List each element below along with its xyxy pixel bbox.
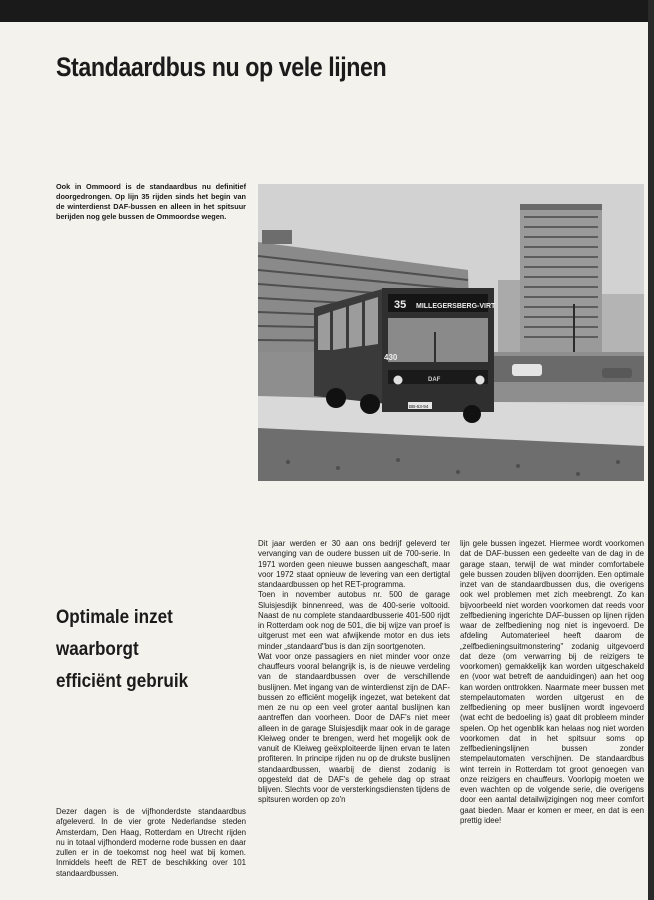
paragraph: Dit jaar werden er 30 aan ons bedrijf geleverd ter vervanging van de oudere bussen uit de 700-serie. In 1971 worden geen nieuwe bussen aangeschaft, maar voor 1972 staat opnieuw de levering van een dertigtal standaardbussen op het RET-programma. bbox=[258, 539, 450, 589]
bus bbox=[314, 288, 496, 423]
subheading-line: waarborgt bbox=[56, 639, 139, 660]
bus-grille-text: DAF bbox=[428, 377, 441, 383]
bus-license-plate: BB-63-94 bbox=[409, 404, 429, 409]
bus-photo bbox=[258, 184, 644, 481]
article-title: Standaardbus nu op vele lijnen bbox=[56, 52, 387, 82]
paragraph: Wat voor onze passagiers en niet minder voor onze chauffeurs vooral belangrijk is, is de nieuwe verdeling van de standaardbussen over de verschillende buslijnen. Met ingang van de winterdienst zijn de DAF-bussen zo efficiënt mogelijk ingezet, wat betekent dat men ze nu op een veel groter aantal buslijnen kan aantreffen dan voorheen. Door de DAF's niet meer alleen in de garage Sluisjesdijk maar ook in de garage Kleiweg onder te brengen, werd het mogelijk ook de vanuit de Kleiweg geëxploiteerde lijnen ervan te laten profiteren. In principe rijden nu op de drukste buslijnen standaardbussen, waarbij de dienst zodanig is opgesteld dat de DAF's de gehele dag op straat blijven. Slechts voor de versterkingsdiensten tijdens de spitsuren worden op zo'n bbox=[258, 651, 450, 805]
bus-destination-sign: MILLEGERSBERG-VIRT bbox=[416, 303, 496, 310]
text-column-right bbox=[460, 539, 644, 826]
subheading-line: Optimale inzet bbox=[56, 607, 173, 628]
bus-fleet-number: 430 bbox=[384, 353, 398, 362]
text-column-left bbox=[56, 807, 246, 879]
photo-caption: Ook in Ommoord is de standaardbus nu definitief doorgedrongen. Op lijn 35 rijden sinds het begin van de winterdienst DAF-bussen en alleen in het spitsuur berijden nog gele bussen de Ommoordse wegen. bbox=[56, 182, 246, 221]
article-subheading bbox=[56, 602, 188, 698]
paragraph: lijn gele bussen ingezet. Hiermee wordt voorkomen dat de DAF-bussen een gedeelte van de dag in de garage staan, terwijl de wat minder comfortabele gele bussen zouden blijven doorrijden. Een optimale inzet van de standaardbussen dus, die overigens ook wel problemen met zich meebrengt. Zo kan bijvoorbeeld niet worden voorkomen dat reeds voor zelfbediening ingerichte DAF-bussen op lijnen rijden waar de zelfbediening nog niet is ingevoerd. De afdeling Automaterieel heeft daarom de „zelfbedieningsuitmonstering" zodanig uitgevoerd dat deze (om verwarring bij de reizigers te voorkomen) gemakkelijk kan worden uitgeschakeld en (voor wat betreft de aanduidingen) aan het oog kan worden onttrokken. Naarmate meer bussen met stempelautomaten worden uitgerust en de zelfbediening op meer buslijnen wordt ingevoerd (wat echt de bedoeling is) gaat dit probleem minder spelen. Op het ogenblik kan helaas nog niet worden voorkomen dat in het spitsuur soms op zelfbedieningslijnen bussen zonder stempelautomaten verschijnen. De standaardbus wint terrein in Rotterdam tot groot genoegen van onze reizigers en chauffeurs. Voorlopig moeten we even wachten op de volgende serie, die overigens door een aantal detailwijzigingen nog meer comfort gaat bieden. Maar er komen er meer, en dat is een prettig idee! bbox=[460, 539, 644, 825]
subheading-line: efficiënt gebruik bbox=[56, 671, 189, 692]
magazine-page bbox=[0, 22, 648, 900]
page-edge bbox=[648, 0, 654, 900]
tower-building bbox=[520, 204, 602, 356]
paragraph: Toen in november autobus nr. 500 de garage Sluisjesdijk binnenreed, was de 400-serie voltooid. Naast de nu complete standaardbusserie 401-500 rijdt in Rotterdam ook nog de 501, die bij wijze van proef is uitgerust met een wat afwijkende motor en dus iets minder „standaard"bus is dan zijn soortgenoten. bbox=[258, 590, 450, 651]
bus-route-number: 35 bbox=[394, 299, 407, 311]
text-column-middle bbox=[258, 539, 450, 806]
paragraph: Dezer dagen is de vijfhonderdste standaardbus afgeleverd. In de vier grote Nederlandse steden Amsterdam, Den Haag, Rotterdam en Utrecht rijden nu in totaal vijfhonderd moderne rode bussen en daar zullen er in de toekomst nog heel wat bij komen. Inmiddels heeft de RET de beschikking over 101 standaardbussen. bbox=[56, 807, 246, 878]
